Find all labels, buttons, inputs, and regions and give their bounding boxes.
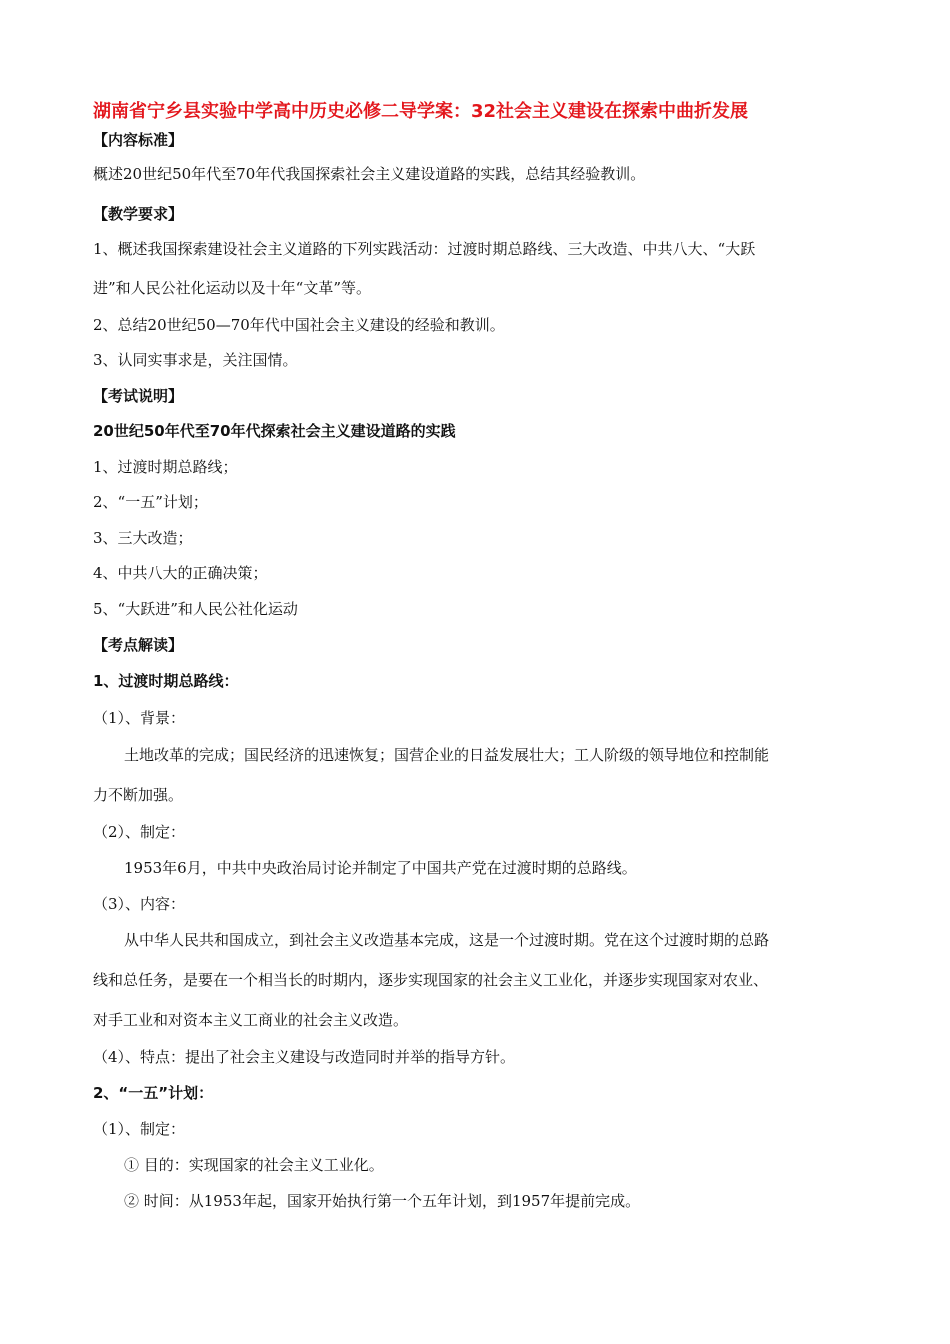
- point-1-background-label: （1）、背景：: [93, 709, 186, 727]
- exam-note-item: 2、“一五”计划；: [93, 493, 208, 511]
- heading-key-points: 【考点解读】: [93, 636, 184, 654]
- point-2-goal: ① 目的：实现国家的社会主义工业化。: [124, 1156, 384, 1174]
- point-1-content-line2: 线和总任务，是要在一个相当长的时期内，逐步实现国家的社会主义工业化，并逐步实现国家对农业、: [93, 971, 769, 989]
- point-1-formulation-label: （2）、制定：: [93, 823, 186, 841]
- point-2-title: 2、“一五”计划：: [93, 1084, 214, 1102]
- document-title: 湖南省宁乡县实验中学高中历史必修二导学案：32社会主义建设在探索中曲折发展: [93, 101, 749, 122]
- requirement-1-line1: 1、概述我国探索建设社会主义道路的下列实践活动：过渡时期总路线、三大改造、中共八大、“大跃: [93, 240, 756, 258]
- point-1-formulation-text: 1953年6月，中共中央政治局讨论并制定了中国共产党在过渡时期的总路线。: [124, 859, 637, 877]
- exam-note-item: 5、“大跃进”和人民公社化运动: [93, 600, 298, 618]
- requirement-3: 3、认同实事求是，关注国情。: [93, 351, 298, 369]
- heading-teaching-requirements: 【教学要求】: [93, 205, 184, 223]
- requirement-1-line2: 进”和人民公社化运动以及十年“文革”等。: [93, 279, 372, 297]
- point-2-time: ② 时间：从1953年起，国家开始执行第一个五年计划，到1957年提前完成。: [124, 1192, 641, 1210]
- exam-note-item: 1、过渡时期总路线；: [93, 458, 238, 476]
- exam-note-item: 3、三大改造；: [93, 529, 193, 547]
- point-1-content-label: （3）、内容：: [93, 895, 186, 913]
- point-1-features: （4）、特点：提出了社会主义建设与改造同时并举的指导方针。: [93, 1048, 516, 1066]
- point-1-content-line1: 从中华人民共和国成立，到社会主义改造基本完成，这是一个过渡时期。党在这个过渡时期的总路: [124, 931, 770, 949]
- content-standard-text: 概述20世纪50年代至70年代我国探索社会主义建设道路的实践，总结其经验教训。: [93, 165, 646, 183]
- point-1-background-line2: 力不断加强。: [93, 786, 184, 804]
- exam-notes-subheading: 20世纪50年代至70年代探索社会主义建设道路的实践: [93, 422, 456, 440]
- point-1-background-line1: 土地改革的完成；国民经济的迅速恢复；国营企业的日益发展壮大；工人阶级的领导地位和控制能: [124, 746, 770, 764]
- requirement-2: 2、总结20世纪50—70年代中国社会主义建设的经验和教训。: [93, 316, 505, 334]
- exam-note-item: 4、中共八大的正确决策；: [93, 564, 268, 582]
- heading-exam-notes: 【考试说明】: [93, 387, 184, 405]
- point-1-content-line3: 对手工业和对资本主义工商业的社会主义改造。: [93, 1011, 409, 1029]
- point-1-title: 1、过渡时期总路线：: [93, 672, 239, 690]
- heading-content-standard: 【内容标准】: [93, 131, 184, 149]
- point-2-formulation-label: （1）、制定：: [93, 1120, 186, 1138]
